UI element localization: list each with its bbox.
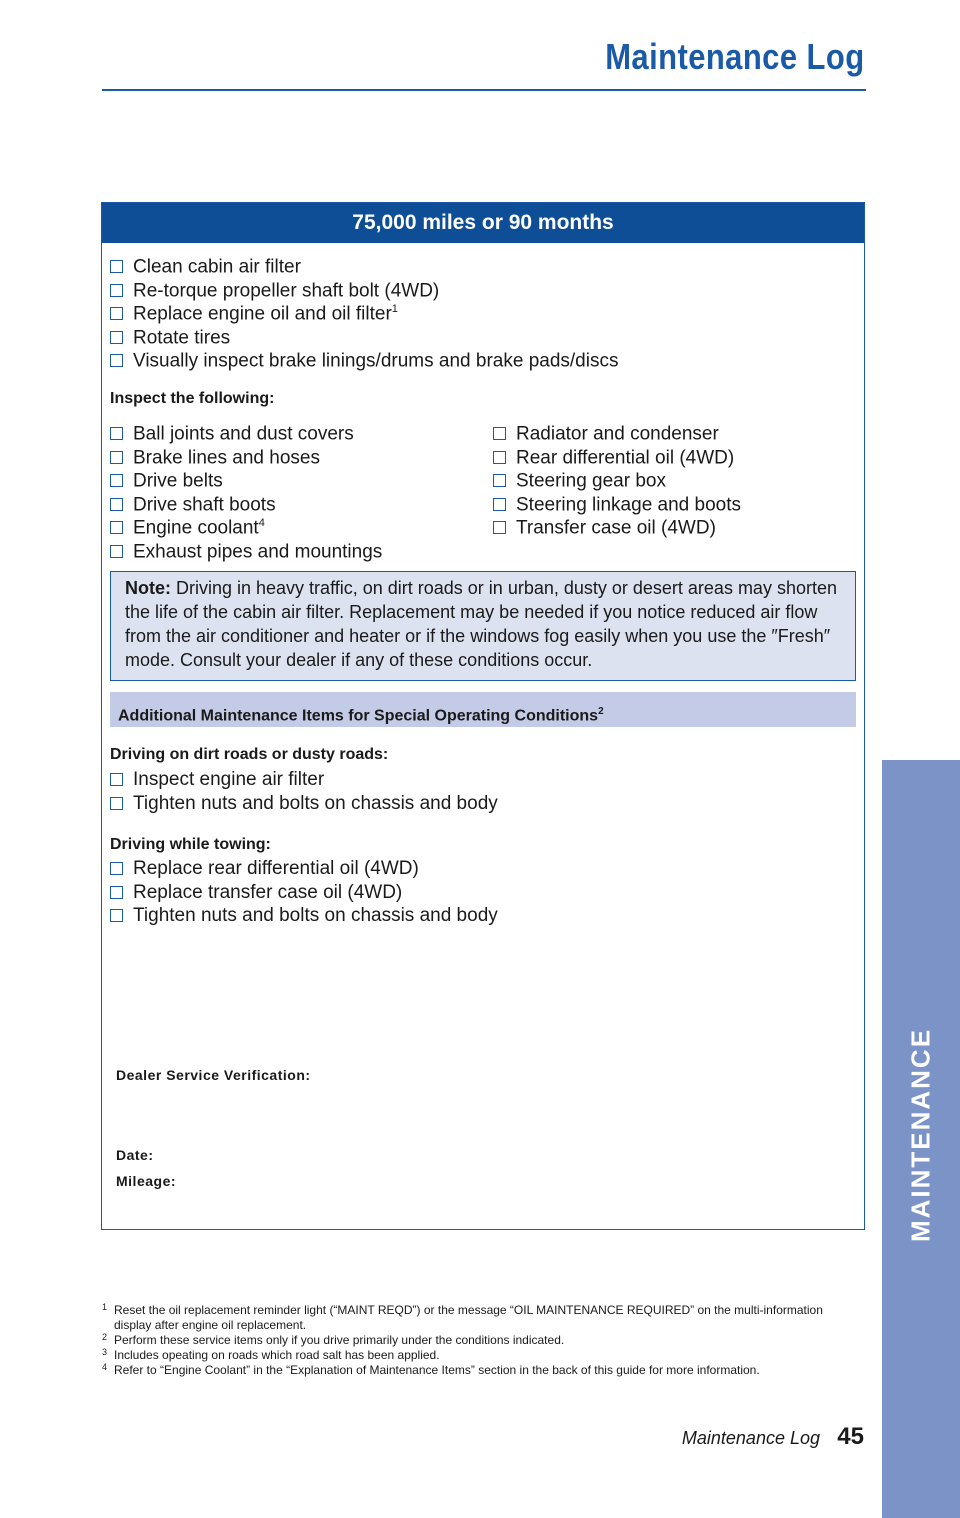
page-title: Maintenance Log [605,36,865,77]
checkbox-icon[interactable] [493,474,506,487]
checkbox-icon[interactable] [110,545,123,558]
checkbox-icon[interactable] [110,260,123,273]
towing-item: Replace transfer case oil (4WD) [110,881,402,904]
towing-item: Replace rear differential oil (4WD) [110,857,419,880]
dirt-roads-item: Inspect engine air filter [110,768,324,791]
checkbox-icon[interactable] [110,451,123,464]
dirt-roads-heading: Driving on dirt roads or dusty roads: [110,746,389,763]
inspect-heading: Inspect the following: [110,390,275,407]
checkbox-icon[interactable] [110,427,123,440]
inspect-item: Radiator and condenser [493,418,719,445]
checkbox-icon[interactable] [110,521,123,534]
note-label: Note: [125,578,171,598]
inspect-item: Ball joints and dust covers [110,418,354,445]
special-conditions-heading: Additional Maintenance Items for Special Operating Conditions$^2$ [110,692,856,727]
section-side-tab [882,760,960,1518]
side-tab-label: MAINTENANCE [905,1027,936,1243]
checkbox-icon[interactable] [493,451,506,464]
footnotes [102,1303,862,1378]
footer-section-label: Maintenance Log [681,1428,820,1448]
checkbox-icon[interactable] [110,331,123,344]
dirt-roads-item: Tighten nuts and bolts on chassis and body [110,792,498,815]
footnote: 4 Refer to “Engine Coolant” in the “Explanation of Maintenance Items” section in the back of this guide for more information. [102,1362,760,1377]
task-item: Visually inspect brake linings/drums and brake pads/discs [110,345,618,372]
inspect-item: Rear differential oil (4WD) [493,442,734,469]
inspect-item: Steering linkage and boots [493,489,741,516]
inspect-item: Steering gear box [493,465,666,492]
checkbox-icon[interactable] [110,474,123,487]
inspect-item: Transfer case oil (4WD) [493,512,716,539]
checkbox-icon[interactable] [110,773,123,786]
task-item: Rotate tires [110,322,230,349]
checkbox-icon[interactable] [110,886,123,899]
towing-heading: Driving while towing: [110,836,271,853]
inspect-item: Exhaust pipes and mountings [110,536,382,563]
note-box [110,571,856,681]
interval-header: 75,000 miles or 90 months [102,203,864,243]
date-label: Date: [116,1147,154,1163]
checkbox-icon[interactable] [493,498,506,511]
footnote: 2 Perform these service items only if you drive primarily under the conditions indicated. [102,1332,565,1347]
checkbox-icon[interactable] [110,307,123,320]
checkbox-icon[interactable] [110,797,123,810]
title-divider [102,89,866,91]
dealer-verification-label: Dealer Service Verification: [116,1067,311,1083]
mileage-label: Mileage: [116,1173,177,1189]
task-item: Clean cabin air filter [110,251,301,278]
task-item: Re-torque propeller shaft bolt (4WD) [110,275,439,302]
checkbox-icon[interactable] [493,521,506,534]
inspect-item: Engine coolant$^4$ [110,512,265,539]
checkbox-icon[interactable] [110,862,123,875]
checkbox-icon[interactable] [110,498,123,511]
footnote: 1 Reset the oil replacement reminder light (“MAINT REQD”) or the message “OIL MAINTENANCE REQUIRED” on the multi-information display after engine oil replacement. [102,1302,823,1332]
page-number: 45 [837,1423,864,1450]
task-item: Replace engine oil and oil filter$^1$ [110,298,398,325]
checkbox-icon[interactable] [110,354,123,367]
inspect-item: Drive shaft boots [110,489,276,516]
note-text: Driving in heavy traffic, on dirt roads or in urban, dusty or desert areas may shorten the life of the cabin air filter. Replacement may be needed if you notice reduced air flow from the air conditioner and heater or if the windows fog easily when you use the ″Fresh″ mode. Consult your dealer if any of these conditions occur. [125,578,837,670]
footnote: 3 Includes opeating on roads which road salt has been applied. [102,1347,440,1362]
inspect-item: Brake lines and hoses [110,442,320,469]
checkbox-icon[interactable] [110,909,123,922]
towing-item: Tighten nuts and bolts on chassis and body [110,904,498,927]
maintenance-interval-box [101,202,865,1230]
checkbox-icon[interactable] [110,284,123,297]
checkbox-icon[interactable] [493,427,506,440]
inspect-item: Drive belts [110,465,223,492]
